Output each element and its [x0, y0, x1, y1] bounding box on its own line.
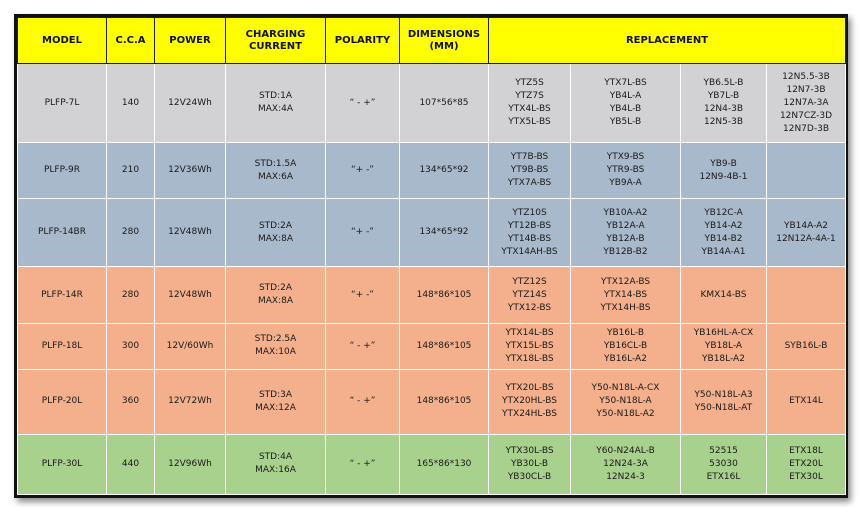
replacement-col3-cell-line: YB9-B: [710, 158, 737, 169]
model-cell: PLFP-20L: [18, 369, 107, 434]
cca-cell: 300: [107, 323, 155, 369]
table-row: [18, 267, 846, 323]
replacement-col3-cell-line: ETX16L: [706, 471, 741, 482]
cca-cell: 360: [107, 369, 155, 434]
charging-current-cell-line: STD:4A: [258, 452, 293, 463]
charging-current-cell-line: STD:1A: [258, 91, 293, 102]
replacement-col3-cell-line: YB12C-A: [704, 207, 743, 218]
replacement-col3-cell-line: YB7L-B: [707, 91, 740, 102]
replacement-col1-cell: [489, 64, 571, 143]
replacement-col1-cell: [489, 434, 571, 494]
replacement-col1-cell-line: YTX20L-BS: [505, 383, 554, 394]
power-cell: 12V48Wh: [155, 267, 226, 323]
replacement-col4-cell-line: SYB16L-B: [784, 340, 828, 351]
replacement-col4-cell-line: ETX20L: [789, 458, 823, 469]
charging-current-cell-line: MAX:12A: [255, 402, 296, 413]
replacement-col3-cell-line: YB6.5L-B: [703, 78, 744, 89]
table-row: [18, 434, 846, 494]
polarity-cell: “ - +”: [326, 323, 400, 369]
replacement-col3-cell-line: 12N5-3B: [703, 117, 744, 128]
charging-current-cell: [226, 369, 326, 434]
replacement-col1-cell-line: YTZ7S: [515, 91, 544, 102]
table-row: [18, 64, 846, 143]
replacement-col3-cell: [681, 267, 767, 323]
replacement-col3-cell-line: YB14-B2: [704, 233, 743, 244]
replacement-col4-cell: [767, 369, 846, 434]
charging-current-cell: [226, 323, 326, 369]
replacement-col2-cell-line: YTR9-BS: [606, 165, 645, 176]
replacement-col3-cell-line: YB18L-A: [704, 340, 743, 351]
power-cell: 12V24Wh: [155, 64, 226, 143]
charging-current-cell-line: MAX:8A: [257, 296, 293, 307]
replacement-col4-cell-line: ETX18L: [789, 445, 823, 456]
replacement-col1-cell-line: YTX14L-BS: [505, 327, 554, 338]
replacement-col3-cell-line: YB14-A2: [704, 220, 743, 231]
model-cell: PLFP-7L: [18, 64, 107, 143]
replacement-col1-cell-line: YT14B-BS: [507, 233, 552, 244]
replacement-col1-cell: [489, 267, 571, 323]
replacement-col2-cell-line: YTX7L-BS: [604, 78, 647, 89]
replacement-col1-cell-line: YTX12-BS: [507, 302, 552, 313]
header-charging-current: CHARGING CURRENT: [226, 18, 326, 64]
replacement-col2-cell-line: 12N24-3A: [603, 458, 648, 469]
replacement-col2-cell: [571, 434, 681, 494]
replacement-col1-cell-line: YT9B-BS: [510, 165, 549, 176]
charging-current-cell: [226, 64, 326, 143]
replacement-col2-cell-line: Y60-N24AL-B: [596, 445, 655, 456]
replacement-col4-cell-line: ETX14L: [789, 396, 823, 407]
replacement-col1-cell: [489, 199, 571, 267]
replacement-col3-cell-line: YB14A-A1: [701, 246, 746, 257]
charging-current-cell-line: MAX:16A: [255, 465, 296, 476]
replacement-col4-cell-line: 12N12A-4A-1: [776, 233, 836, 244]
charging-current-cell-line: STD:2.5A: [254, 334, 297, 345]
table-row: [18, 323, 846, 369]
dimensions-cell: 148*86*105: [400, 369, 489, 434]
replacement-col3-cell: [681, 143, 767, 199]
replacement-col2-cell-line: YTX14-BS: [603, 289, 648, 300]
charging-current-cell: [226, 267, 326, 323]
charging-current-cell-line: STD:2A: [258, 283, 293, 294]
dimensions-cell: 165*86*130: [400, 434, 489, 494]
polarity-cell: “ - +”: [326, 369, 400, 434]
replacement-col1-cell-line: YTX15L-BS: [505, 340, 554, 351]
replacement-col4-cell-line: 12N7CZ-3D: [779, 110, 833, 121]
replacement-col4-cell: [767, 323, 846, 369]
dimensions-cell: 134*65*92: [400, 199, 489, 267]
replacement-col3-cell: [681, 323, 767, 369]
charging-current-cell: [226, 199, 326, 267]
replacement-col1-cell: [489, 143, 571, 199]
replacement-col2-cell-line: YB16L-A2: [604, 353, 647, 364]
replacement-col3-cell-line: YB18L-A2: [702, 353, 745, 364]
table-row: [18, 143, 846, 199]
replacement-col1-cell-line: YTX30L-BS: [505, 445, 554, 456]
charging-current-cell-line: STD:3A: [258, 389, 293, 400]
power-cell: 12V96Wh: [155, 434, 226, 494]
replacement-col3-cell-line: 12N9-4B-1: [699, 171, 748, 182]
replacement-col3-cell: [681, 369, 767, 434]
replacement-col1-cell-line: YTZ14S: [512, 289, 547, 300]
replacement-col2-cell: [571, 323, 681, 369]
power-cell: 12V36Wh: [155, 143, 226, 199]
polarity-cell: “+ -”: [326, 143, 400, 199]
charging-current-cell: [226, 434, 326, 494]
replacement-col3-cell-line: KMX14-BS: [700, 289, 747, 300]
replacement-col4-cell: [767, 64, 846, 143]
replacement-col1-cell-line: YTZ12S: [512, 276, 547, 287]
replacement-col3-cell-line: 53030: [709, 458, 738, 469]
header-power: POWER: [155, 18, 226, 64]
header-dimensions: DIMENSIONS (MM): [400, 18, 489, 64]
table-body: [18, 64, 846, 495]
replacement-col2-cell-line: 12N24-3: [606, 471, 645, 482]
replacement-col2-cell-line: YB16L-B: [606, 327, 645, 338]
charging-current-cell-line: MAX:8A: [257, 233, 293, 244]
cca-cell: 280: [107, 199, 155, 267]
replacement-col3-cell: [681, 64, 767, 143]
replacement-col4-cell-line: 12N7A-3A: [783, 97, 829, 108]
replacement-col1-cell-line: YT12B-BS: [507, 220, 552, 231]
replacement-col2-cell-line: YB10A-A2: [603, 207, 648, 218]
replacement-col1-cell-line: YB30CL-B: [507, 471, 552, 482]
replacement-col2-cell-line: YB5L-B: [609, 117, 642, 128]
replacement-col1-cell-line: YTZ5S: [515, 78, 544, 89]
model-cell: PLFP-14R: [18, 267, 107, 323]
replacement-col3-cell-line: 12N4-3B: [703, 104, 744, 115]
replacement-col3-cell: [681, 434, 767, 494]
replacement-col2-cell-line: YB12B-B2: [603, 246, 648, 257]
charging-current-cell-line: STD:1.5A: [254, 158, 297, 169]
replacement-col2-cell-line: YB16CL-B: [603, 340, 648, 351]
replacement-col1-cell-line: YTX14AH-BS: [501, 246, 558, 257]
replacement-col2-cell-line: Y50-N18L-A: [599, 396, 652, 407]
charging-current-cell-line: MAX:10A: [255, 347, 296, 358]
replacement-col4-cell: [767, 267, 846, 323]
dimensions-cell: 148*86*105: [400, 323, 489, 369]
replacement-col4-cell-line: 12N5.5-3B: [782, 71, 830, 82]
power-cell: 12V48Wh: [155, 199, 226, 267]
dimensions-cell: 148*86*105: [400, 267, 489, 323]
polarity-cell: “ - +”: [326, 434, 400, 494]
header-polarity: POLARITY: [326, 18, 400, 64]
replacement-col1-cell-line: YT7B-BS: [510, 152, 549, 163]
replacement-col2-cell: [571, 64, 681, 143]
header-row: [18, 18, 846, 64]
replacement-col2-cell-line: YTX12A-BS: [600, 276, 651, 287]
replacement-col3-cell: [681, 199, 767, 267]
model-cell: PLFP-14BR: [18, 199, 107, 267]
replacement-col1-cell-line: YTX5L-BS: [508, 117, 551, 128]
replacement-col1-cell: [489, 369, 571, 434]
polarity-cell: “ - +”: [326, 64, 400, 143]
cca-cell: 210: [107, 143, 155, 199]
replacement-col2-cell-line: YTX14H-BS: [600, 302, 651, 313]
replacement-col2-cell-line: Y50-N18L-A2: [596, 409, 655, 420]
replacement-col4-cell-line: 12N7-3B: [786, 84, 826, 95]
replacement-col4-cell-line: ETX30L: [789, 471, 823, 482]
replacement-col2-cell: [571, 143, 681, 199]
replacement-col1-cell-line: YTX7A-BS: [507, 178, 552, 189]
replacement-col3-cell-line: YB16HL-A-CX: [693, 327, 754, 338]
dimensions-cell: 134*65*92: [400, 143, 489, 199]
replacement-col2-cell-line: YB4L-A: [609, 91, 642, 102]
battery-spec-table-frame: [14, 14, 848, 498]
polarity-cell: “+ -”: [326, 199, 400, 267]
replacement-col2-cell-line: YB12A-A: [606, 220, 645, 231]
power-cell: 12V72Wh: [155, 369, 226, 434]
power-cell: 12V/60Wh: [155, 323, 226, 369]
header-cca: C.C.A: [107, 18, 155, 64]
replacement-col1-cell: [489, 323, 571, 369]
replacement-col4-cell-line: YB14A-A2: [783, 220, 828, 231]
header-model: MODEL: [18, 18, 107, 64]
replacement-col4-cell: [767, 199, 846, 267]
polarity-cell: “+ -”: [326, 267, 400, 323]
replacement-col3-cell-line: Y50-N18L-AT: [694, 402, 753, 413]
replacement-col2-cell-line: Y50-N18L-A-CX: [591, 383, 660, 394]
replacement-col2-cell: [571, 267, 681, 323]
charging-current-cell-line: STD:2A: [258, 220, 293, 231]
charging-current-cell-line: MAX:6A: [257, 171, 293, 182]
replacement-col1-cell-line: YTX18L-BS: [505, 353, 554, 364]
replacement-col2-cell-line: YB4L-B: [609, 104, 642, 115]
replacement-col4-cell: [767, 143, 846, 199]
replacement-col2-cell: [571, 369, 681, 434]
cca-cell: 280: [107, 267, 155, 323]
replacement-col1-cell-line: YB30L-B: [510, 458, 549, 469]
replacement-col3-cell-line: 52515: [709, 445, 738, 456]
battery-spec-table: [17, 17, 846, 495]
model-cell: PLFP-18L: [18, 323, 107, 369]
model-cell: PLFP-9R: [18, 143, 107, 199]
cca-cell: 440: [107, 434, 155, 494]
replacement-col1-cell-line: YTX20HL-BS: [502, 396, 557, 407]
replacement-col2-cell-line: YTX9-BS: [606, 152, 645, 163]
charging-current-cell-line: MAX:4A: [257, 104, 293, 115]
replacement-col4-cell-line: 12N7D-3B: [783, 123, 829, 134]
dimensions-cell: 107*56*85: [400, 64, 489, 143]
table-row: [18, 369, 846, 434]
model-cell: PLFP-30L: [18, 434, 107, 494]
replacement-col2-cell-line: YB9A-A: [609, 178, 642, 189]
replacement-col4-cell: [767, 434, 846, 494]
replacement-col3-cell-line: Y50-N18L-A3: [694, 389, 753, 400]
replacement-col2-cell: [571, 199, 681, 267]
replacement-col1-cell-line: YTX24HL-BS: [502, 409, 557, 420]
replacement-col2-cell-line: YB12A-B: [606, 233, 645, 244]
charging-current-cell: [226, 143, 326, 199]
cca-cell: 140: [107, 64, 155, 143]
table-row: [18, 199, 846, 267]
replacement-col1-cell-line: YTX4L-BS: [508, 104, 551, 115]
header-replacement: REPLACEMENT: [489, 18, 846, 64]
replacement-col1-cell-line: YTZ10S: [512, 207, 547, 218]
